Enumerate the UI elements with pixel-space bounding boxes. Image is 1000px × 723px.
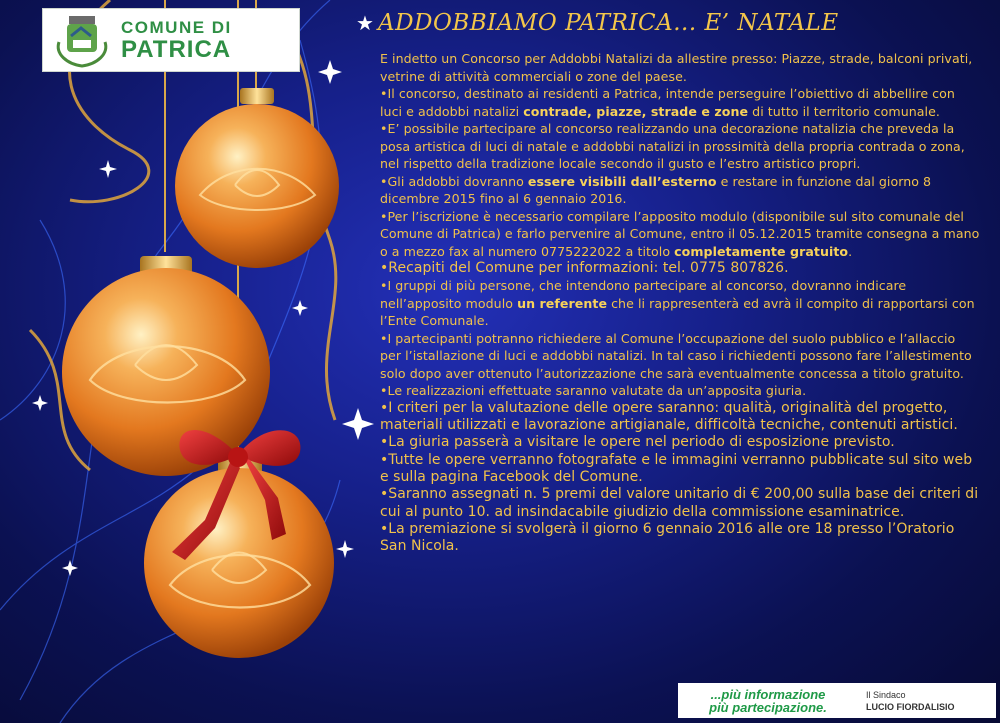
comune-logo: [42, 8, 300, 72]
paragraph-text: •I criteri per la valutazione delle opere saranno: qualità, originalità del progetto, materiali utilizzati e lavorazione artigianale, difficoltà tecniche, contenuti artistici.: [380, 399, 958, 434]
paragraph-text: •La premiazione si svolgerà il giorno 6 gennaio 2016 alle ore 18 presso l’Oratorio San Nicola.: [380, 520, 955, 555]
logo-comune-di: COMUNE DI: [121, 17, 232, 37]
mayor-role: Il Sindaco: [866, 689, 906, 700]
paragraph: [380, 208, 980, 261]
paragraph: [380, 330, 980, 383]
paragraph: [380, 452, 980, 487]
paragraph-emphasis: essere visibili dall’esterno: [527, 173, 717, 189]
paragraph-text-after: che li rappresenterà ed avrà il compito di rapportarsi con l’Ente Comunale.: [380, 295, 975, 329]
paragraph-text: E indetto un Concorso per Addobbi Natalizi da allestire presso: Piazze, strade, balconi privati, vetrine di attività commerciali o zone del paese.: [380, 51, 973, 84]
paragraph: [380, 486, 980, 521]
footer-slogan-line2: più partecipazione.: [709, 699, 827, 715]
paragraph: [380, 260, 980, 277]
paragraph: [380, 173, 980, 208]
paragraph-emphasis: contrade, piazze, strade e zone: [523, 103, 749, 119]
footer-slogan: [678, 688, 858, 714]
footer-banner: [678, 683, 996, 718]
title-star-icon: ★: [356, 11, 374, 35]
municipal-crest-icon: [49, 12, 115, 68]
paragraph: [380, 50, 980, 85]
paragraph: [380, 277, 980, 330]
mayor-name: LUCIO FIORDALISIO: [866, 701, 955, 712]
paragraph-text-after: e restare in funzione dal giorno 8 dicembre 2015 fino al 6 gennaio 2016.: [380, 173, 932, 206]
paragraph-text: •Il concorso, destinato ai residenti a Patrica, intende perseguire l’obiettivo di abbellire con luci e addobbi natalizi: [380, 86, 955, 119]
mayor-signature: [866, 689, 955, 713]
paragraph: [380, 85, 980, 120]
paragraph-text: •Le realizzazioni effettuate saranno valutate da un’apposita giuria.: [380, 383, 807, 399]
paragraph-text: •I partecipanti potranno richiedere al Comune l’occupazione del suolo pubblico e l’allaccio per l’istallazione di luci e addobbi natalizi. In tal caso i richiedenti possono fare l’allestimento solo dopo aver ottenuto l’autorizzazione che sarà eventualmente concessa a titolo gratuito.: [380, 330, 972, 381]
paragraph-text: •Gli addobbi dovranno: [380, 173, 528, 189]
ornament-ball-bottom: [144, 458, 334, 658]
paragraph-text-after: di tutto il territorio comunale.: [748, 103, 940, 119]
paragraph: [380, 382, 980, 400]
paragraph: [380, 434, 980, 451]
paragraph-text: •La giuria passerà a visitare le opere nel periodo di esposizione previsto.: [380, 434, 895, 451]
paragraph: [380, 120, 980, 173]
paragraph-text: •Tutte le opere verranno fotografate e le immagini verranno pubblicate sul sito web e sulla pagina Facebook del Comune.: [380, 451, 973, 485]
paragraph: [380, 521, 980, 556]
paragraph-emphasis: completamente gratuito: [674, 243, 849, 259]
paragraph-text: •Saranno assegnati n. 5 premi del valore unitario di € 200,00 sulla base dei criteri di cui al punto 10. ad insindacabile giudizio della commissione esaminatrice.: [380, 486, 979, 520]
footer-slogan-line1: ...più informazione: [710, 686, 826, 702]
paragraph-text: •E’ possibile partecipare al concorso realizzando una decorazione natalizia che preveda la posa artistica di luci di natale e addobbi natalizi in prossimità della propria contrada o zona, nel rispetto della tradizione locale secondo il gusto e l’estro artistico propri.: [380, 121, 965, 171]
paragraph-text: •I gruppi di più persone, che intendono partecipare al concorso, dovranno indicare nell’apposito modulo: [380, 278, 907, 311]
paragraph-emphasis: un referente: [517, 295, 608, 311]
announcement-body: [380, 50, 980, 555]
logo-patrica: PATRICA: [121, 35, 232, 63]
page-title: ADDOBBIAMO PATRICA... E’ NATALE: [378, 10, 839, 36]
paragraph-text: •Per l’iscrizione è necessario compilare l’apposito modulo (disponibile sul sito comunale del Comune di Patrica) e farlo pervenire al Comune, entro il 05.12.2015 tramite consegna a mano o a mezzo fax al numero 0775222022 a titolo: [380, 208, 980, 259]
paragraph-text: •Recapiti del Comune per informazioni: tel. 0775 807826.: [380, 260, 789, 276]
paragraph-text-after: .: [848, 243, 853, 259]
paragraph: [380, 400, 980, 435]
ornament-ball-top: [175, 88, 339, 268]
